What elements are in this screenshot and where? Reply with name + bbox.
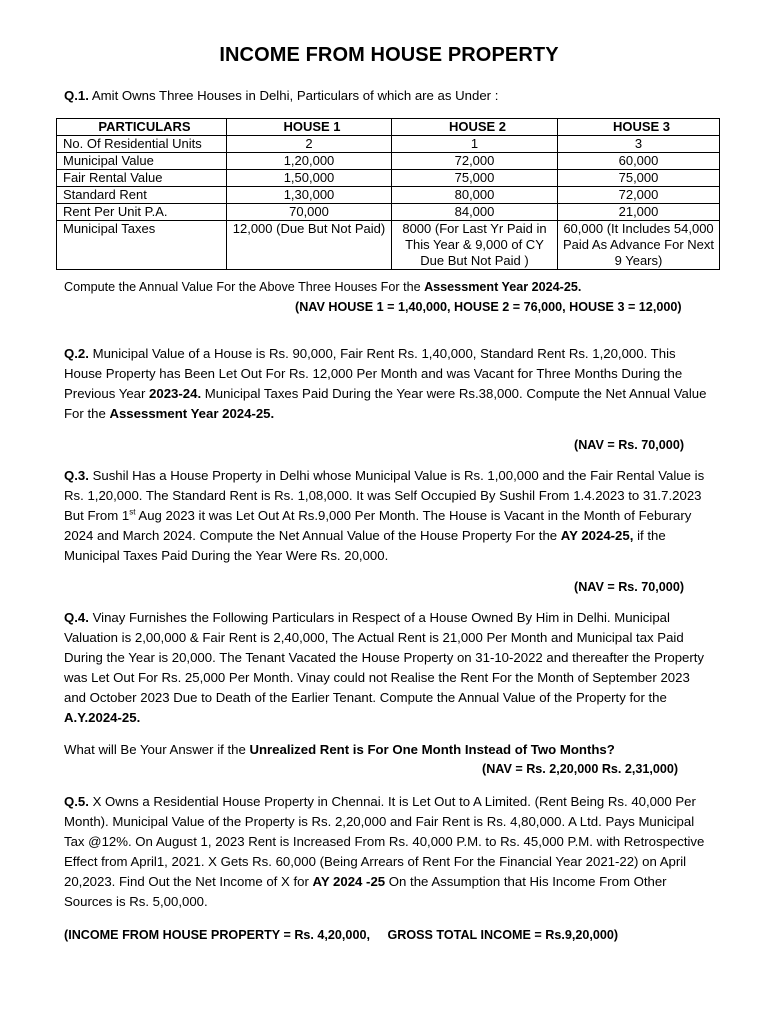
- row-label: Municipal Taxes: [57, 221, 227, 270]
- table-cell: 3: [558, 136, 720, 153]
- table-cell: 2: [227, 136, 392, 153]
- q3-text-3: if the Municipal Taxes Paid During the Year Were Rs. 20,000.: [64, 528, 666, 563]
- q2-bold-1: 2023-24.: [149, 386, 202, 401]
- q1-intro-text: Amit Owns Three Houses in Delhi, Particulars of which are as Under :: [91, 88, 499, 103]
- q5-text-1: X Owns a Residential House Property in Chennai. It is Let Out to A Limited. (Rent Being Rs. 40,000 Per Month). Municipal Value of the Property is Rs. 2,20,000 and Fair Rent is Rs. 4,80,000. A Ltd. Pays Municipal Tax @12%. On August 1, 2023 Rent is Increased From Rs. 40,000 P.M. to Rs. 45,000 P.M. with Retrospective Effect from April1, 2021. X Gets Rs. 60,000 (Being Arrears of Rent For the Financial Year 2021-22) on April 20,2023. Find Out the Net Income of X for: [64, 794, 705, 889]
- table-row: [57, 170, 720, 187]
- q2-bold-2: Assessment Year 2024-25.: [109, 406, 275, 421]
- table-cell: 8000 (For Last Yr Paid in This Year & 9,000 of CY Due But Not Paid ): [392, 221, 558, 270]
- row-label: Rent Per Unit P.A.: [57, 204, 227, 221]
- table-row: [57, 136, 720, 153]
- row-label: Standard Rent: [57, 187, 227, 204]
- q3-paragraph: [64, 466, 714, 566]
- q5-text-2: On the Assumption that His Income From Other Sources is Rs. 5,00,000.: [64, 874, 667, 909]
- q1-instruction-text: Compute the Annual Value For the Above Three Houses For the: [64, 280, 425, 294]
- table-row: [57, 204, 720, 221]
- q5-bold-1: AY 2024 -25: [312, 874, 386, 889]
- header-house-3: HOUSE 3: [558, 119, 720, 136]
- q3-text-1: Sushil Has a House Property in Delhi whose Municipal Value is Rs. 1,00,000 and the Fair Rental Value is Rs. 1,20,000. The Standard Rent is Rs. 1,08,000. It was Self Occupied By Sushil From 1.4.2023 to 31.7.2023 But From 1: [64, 468, 705, 523]
- q1-assessment-year: Assessment Year 2024-25.: [424, 280, 582, 294]
- q1-instruction: [64, 280, 581, 294]
- row-label: Municipal Value: [57, 153, 227, 170]
- q5-answer: (INCOME FROM HOUSE PROPERTY = Rs. 4,20,000, GROSS TOTAL INCOME = Rs.9,20,000): [64, 928, 619, 942]
- header-particulars: PARTICULARS: [57, 119, 227, 136]
- q2-label: Q.2.: [64, 346, 89, 361]
- q1-answer: (NAV HOUSE 1 = 1,40,000, HOUSE 2 = 76,000, HOUSE 3 = 12,000): [295, 300, 682, 314]
- q4-bold-1: A.Y.2024-25.: [64, 710, 141, 725]
- q4-followup-bold: Unrealized Rent is For One Month Instead of Two Months?: [249, 742, 615, 757]
- q4-text-1: Vinay Furnishes the Following Particulars in Respect of a House Owned By Him in Delhi. Municipal Valuation is 2,00,000 & Fair Rent is 2,40,000, The Actual Rent is 21,000 Per Month and Municipal tax Paid During the Year is 20,000. The Tenant Vacated the House Property on 31-10-2022 and thereafter the Property was Let Out For Rs. 25,000 Per Month. Vinay could not Realise the Rent For the Month of September 2023 and October 2023 Due to Death of the Earlier Tenant. Compute the Annual Value of the Property for the: [64, 610, 705, 705]
- q3-text-2: Aug 2023 it was Let Out At Rs.9,000 Per Month. The House is Vacant in the Month of Feburary 2024 and March 2024. Compute the Net Annual Value of the House Property For the: [64, 508, 692, 543]
- table-cell: 1,30,000: [227, 187, 392, 204]
- q3-superscript: st: [129, 507, 136, 517]
- table-cell: 80,000: [392, 187, 558, 204]
- q4-label: Q.4.: [64, 610, 89, 625]
- table-cell: 60,000 (It Includes 54,000 Paid As Advance For Next 9 Years): [558, 221, 720, 270]
- q4-followup-text: What will Be Your Answer if the: [64, 742, 250, 757]
- page-title: INCOME FROM HOUSE PROPERTY: [219, 44, 559, 66]
- q2-answer: (NAV = Rs. 70,000): [574, 438, 685, 452]
- table-header-row: [57, 119, 720, 136]
- row-label: Fair Rental Value: [57, 170, 227, 187]
- q4-answer: (NAV = Rs. 2,20,000 Rs. 2,31,000): [482, 762, 679, 776]
- table-cell: 84,000: [392, 204, 558, 221]
- q5-paragraph: [64, 792, 714, 912]
- q4-paragraph: [64, 608, 714, 728]
- table-row: [57, 187, 720, 204]
- table-cell: 72,000: [392, 153, 558, 170]
- q4-followup: [64, 740, 714, 760]
- q3-bold-1: AY 2024-25,: [560, 528, 634, 543]
- header-house-1: HOUSE 1: [227, 119, 392, 136]
- house-particulars-table: [56, 118, 720, 270]
- q1-intro: [64, 88, 498, 103]
- table-cell: 1,20,000: [227, 153, 392, 170]
- table-cell: 72,000: [558, 187, 720, 204]
- q2-paragraph: [64, 344, 714, 424]
- table-cell: 1,50,000: [227, 170, 392, 187]
- row-label: No. Of Residential Units: [57, 136, 227, 153]
- table-cell: 12,000 (Due But Not Paid): [227, 221, 392, 270]
- q3-answer: (NAV = Rs. 70,000): [574, 580, 685, 594]
- header-house-2: HOUSE 2: [392, 119, 558, 136]
- table-cell: 75,000: [558, 170, 720, 187]
- table-cell: 70,000: [227, 204, 392, 221]
- q1-label: Q.1.: [64, 88, 89, 103]
- table-cell: 60,000: [558, 153, 720, 170]
- q3-label: Q.3.: [64, 468, 89, 483]
- q2-text-2: Municipal Taxes Paid During the Year were Rs.38,000. Compute the Net Annual Value For the: [64, 386, 707, 421]
- table-cell: 21,000: [558, 204, 720, 221]
- q5-label: Q.5.: [64, 794, 89, 809]
- table-cell: 1: [392, 136, 558, 153]
- table-cell: 75,000: [392, 170, 558, 187]
- q2-text-1: Municipal Value of a House is Rs. 90,000, Fair Rent Rs. 1,40,000, Standard Rent Rs. 1,20,000. This House Property has Been Let Out For Rs. 12,000 Per Month and was Vacant for Three Months During the Previous Year: [64, 346, 683, 401]
- table-row: [57, 153, 720, 170]
- table-row-municipal-taxes: [57, 221, 720, 270]
